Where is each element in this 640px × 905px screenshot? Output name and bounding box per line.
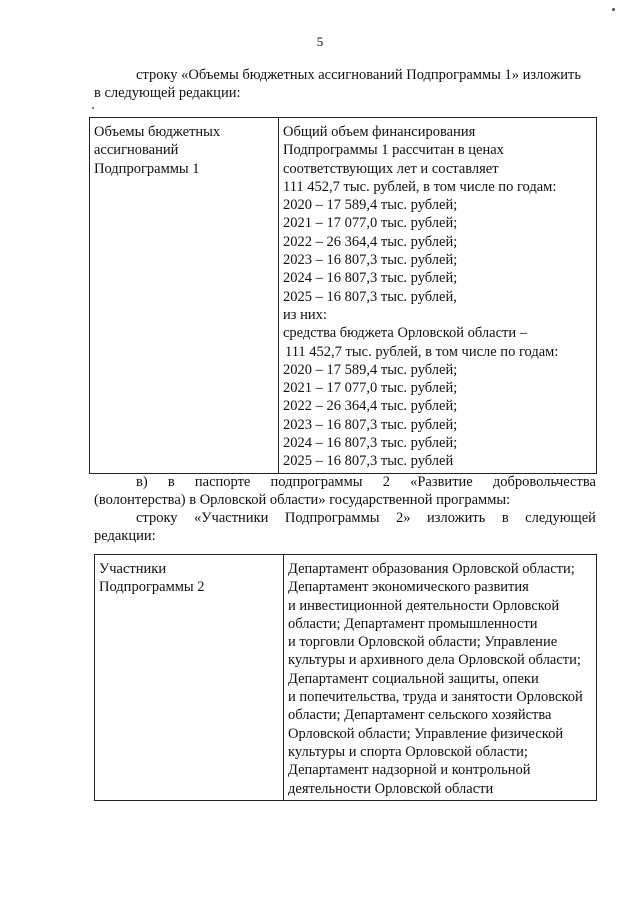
intro-line-1: строку «Объемы бюджетных ассигнований Подпрограммы 1» изложить [136,67,581,83]
page-number: 5 [316,34,324,49]
section-v-paragraph [94,474,596,509]
intro2-line-2: редакции: [94,527,156,544]
intro-line-2: в следующей редакции: [94,84,241,101]
table-cell-label: Объемы бюджетных ассигнований Подпрограммы 1 [90,118,279,474]
table-row [90,118,597,474]
section-v-line-2: (волонтерства) в Орловской области» государственной программы: [94,491,511,508]
table-row [95,555,597,801]
intro2-line-1: строку «Участники Подпрограммы 2» изложить в следующей [136,510,596,526]
intro-paragraph [94,67,596,102]
table-cell-value: Департамент образования Орловской области; Департамент экономического развития и инвестиционной деятельности Орловской области; Департамент промышленности и торговли Орловской области; Управление культуры и архивного дела Орловской области; Департамент социальной защиты, опеки и попечительства, труда и занятости Орловской области; Департамент сельского хозяйства Орловской области; Управление физической культуры и спорта Орловской области; Департамент надзорной и контрольной деятельности Орловской области [284,555,597,801]
table-cell-value: Общий объем финансирования Подпрограммы 1 рассчитан в ценах соответствующих лет и составляет 111 452,7 тыс. рублей, в том числе по годам: 2020 – 17 589,4 тыс. рублей; 2021 – 17 077,0 тыс. рублей; 2022 – 26 364,4 тыс. рублей; 2023 – 16 807,3 тыс. рублей; 2024 – 16 807,3 тыс. рублей; 2025 – 16 807,3 тыс. рублей, из них: средства бюджета Орловской области – 111 452,7 тыс. рублей, в том числе по годам: 2020 – 17 589,4 тыс. рублей; 2021 – 17 077,0 тыс. рублей; 2022 – 26 364,4 тыс. рублей; 2023 – 16 807,3 тыс. рублей; 2024 – 16 807,3 тыс. рублей; 2025 – 16 807,3 тыс. рублей [279,118,597,474]
table-cell-label: Участники Подпрограммы 2 [95,555,284,801]
scan-speck [92,107,94,109]
scan-speck [612,8,615,11]
intro2-paragraph [94,510,596,545]
section-v-line-1: в) в паспорте подпрограммы 2 «Развитие добровольчества [136,474,596,490]
participants-table [94,554,597,801]
budget-allocations-table [89,117,597,474]
